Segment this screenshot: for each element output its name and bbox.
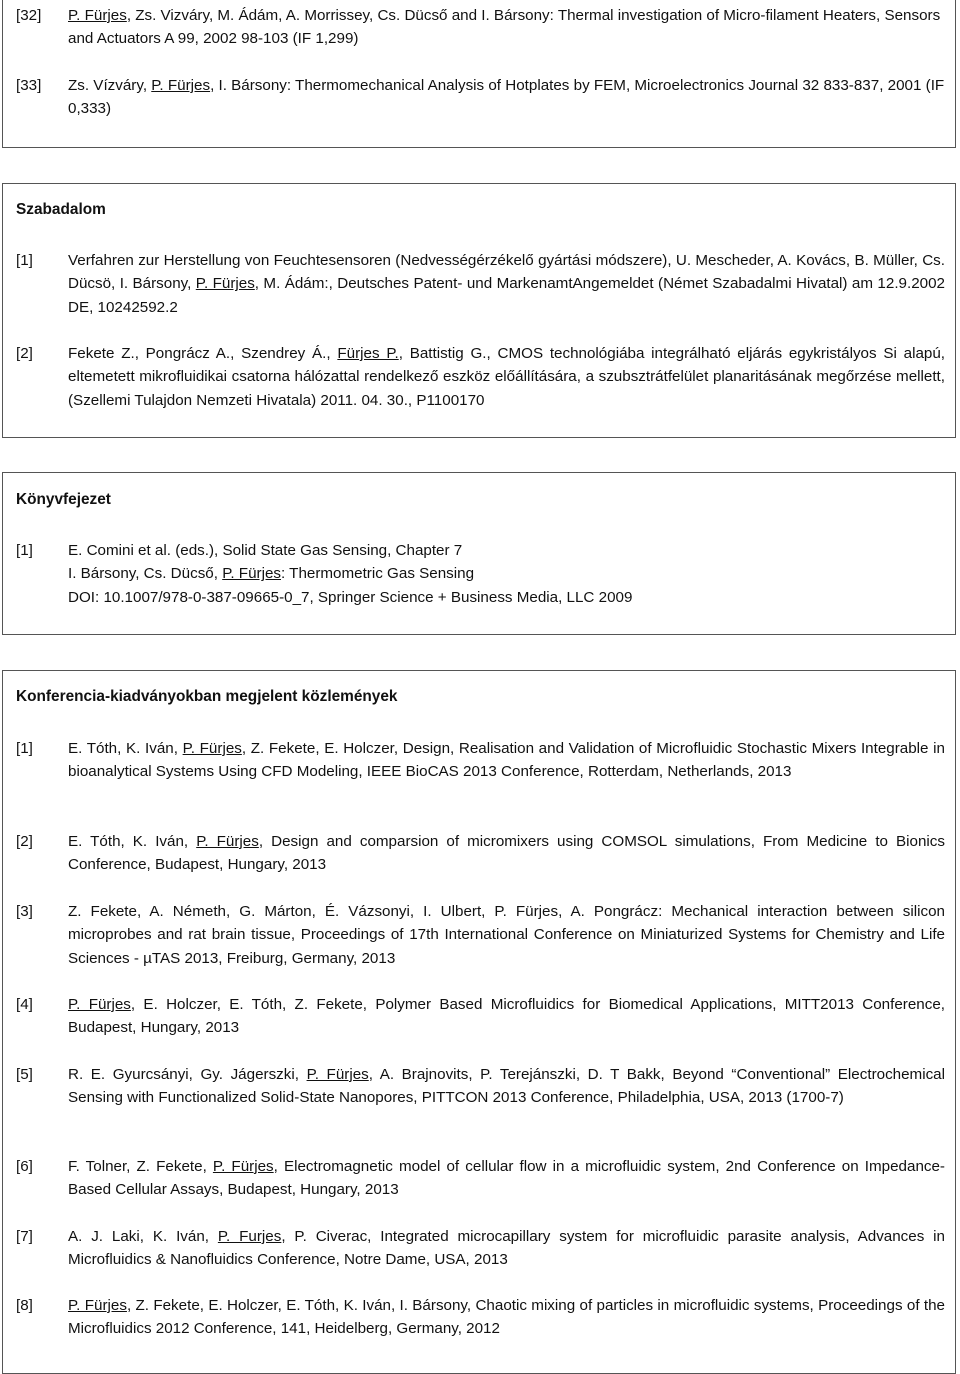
- author-highlight: P. Furjes: [217, 1228, 282, 1245]
- entry-text-part: , M. Ádám:, Deutsches Patent- und MarkenamtAngemeldet (Német Szabadalmi Hivatal) am 12.9.2002 DE, 10242592.2: [68, 275, 945, 316]
- entry-text: [68, 342, 945, 412]
- entry-text-part: , Z. Fekete, E. Holczer, E. Tóth, K. Iván, I. Bársony, Chaotic mixing of particles in microfluidic systems, Proceedings of the Microfluidics 2012 Conference, 141, Heidelberg, Germany, 2012: [68, 1297, 945, 1338]
- entry-text-part: : Thermometric Gas Sensing: [281, 565, 475, 583]
- entry-text: [68, 1155, 945, 1202]
- entry-text-part: E. Tóth, K. Iván,: [68, 833, 197, 850]
- entry-text-part: Verfahren zur Herstellung von Feuchtesensoren (Nedvességérzékelő gyártási módszere), U. Mescheder, A. Kovács, B. Müller, Cs. Dücsö, I. Bársony,: [68, 252, 945, 293]
- entry-text-part: I. Bársony, Cs. Dücső,: [68, 565, 223, 583]
- entry-number: [7]: [16, 1228, 33, 1245]
- entry-number: [33]: [16, 77, 42, 94]
- conference-entry: [16, 1155, 945, 1202]
- conference-entry: [16, 1294, 945, 1341]
- book-chapter-entry: [16, 539, 945, 609]
- conference-entry: [16, 1225, 945, 1272]
- author-highlight: P. Fürjes: [68, 996, 131, 1013]
- entry-text-part: , A. Brajnovits, P. Terejánszki, D. T Bakk, Beyond “Conventional” Electrochemical Sensing with Functionalized Solid-State Nanopores, PITTCON 2013 Conference, Philadelphia, USA, 2013 (1700-7): [68, 1066, 945, 1107]
- entry-text: [68, 1225, 945, 1272]
- section-title: Konferencia-kiadványokban megjelent közlemények: [16, 688, 398, 705]
- entry-text-part: A. J. Laki, K. Iván,: [68, 1228, 218, 1245]
- entry-text-part: Fekete Z., Pongrácz A., Szendrey Á.,: [68, 345, 338, 362]
- conference-entry: [16, 900, 945, 970]
- entry-number: [1]: [16, 252, 33, 269]
- entry-line: DOI: 10.1007/978-0-387-09665-0_7, Springer Science + Business Media, LLC 2009: [68, 588, 633, 606]
- conference-box: [2, 670, 956, 1374]
- entry-number: [1]: [16, 740, 33, 757]
- section-title: Szabadalom: [16, 201, 106, 218]
- entry-text-part: E. Tóth, K. Iván,: [68, 740, 183, 757]
- patent-entry: [16, 342, 945, 412]
- author-highlight: Fürjes P.: [337, 345, 399, 362]
- entry-number: [2]: [16, 345, 33, 362]
- author-highlight: P. Fürjes: [68, 1297, 127, 1314]
- entry-text-part: , Z. Fekete, E. Holczer, Design, Realisation and Validation of Microfluidic Stochastic Mixers Integrable in bioanalytical Systems Using CFD Modeling, IEEE BioCAS 2013 Conference, Rotterdam, Netherlands, 2013: [68, 740, 945, 781]
- entry-text-part: , Electromagnetic model of cellular flow in a microfluidic system, 2nd Conference on Impedance-Based Cellular Assays, Budapest, Hungary, 2013: [68, 1158, 945, 1199]
- entry-text: [68, 1294, 945, 1341]
- entry-text: [68, 993, 945, 1040]
- author-highlight: P. Fürjes: [151, 77, 211, 94]
- publication-entry: [16, 74, 945, 121]
- author-highlight: P. Fürjes: [182, 740, 242, 757]
- author-highlight: P. Fürjes: [306, 1066, 369, 1083]
- book-chapters-box: [2, 472, 956, 635]
- entry-text: [68, 539, 945, 609]
- entry-text: [68, 74, 945, 121]
- entry-text-part: , P. Civerac, Integrated microcapillary system for microfluidic parasite analysis, Advances in Microfluidics & Nanofluidics Conference, Notre Dame, USA, 2013: [68, 1228, 946, 1269]
- entry-text: [68, 900, 945, 970]
- patent-entry: [16, 249, 945, 319]
- conference-entry: [16, 737, 945, 784]
- entry-number: [8]: [16, 1297, 33, 1314]
- entry-number: [4]: [16, 996, 33, 1013]
- entry-number: [3]: [16, 903, 33, 920]
- entry-number: [2]: [16, 833, 33, 850]
- entry-number: [1]: [16, 542, 33, 559]
- section-title: Könyvfejezet: [16, 491, 111, 508]
- entry-text-part: , E. Holczer, E. Tóth, Z. Fekete, Polymer Based Microfluidics for Biomedical Applications, MITT2013 Conference, Budapest, Hungary, 2013: [68, 996, 946, 1037]
- entry-text-part: Zs. Vízváry,: [68, 77, 152, 94]
- entry-text: [68, 4, 945, 51]
- conference-entry: [16, 830, 945, 877]
- conference-entry: [16, 993, 945, 1040]
- patents-box: [2, 183, 956, 438]
- entry-line: E. Comini et al. (eds.), Solid State Gas Sensing, Chapter 7: [68, 542, 463, 559]
- conference-entry: [16, 1063, 945, 1110]
- author-highlight: P. Fürjes: [212, 1158, 274, 1175]
- author-highlight: P. Fürjes: [222, 565, 281, 583]
- author-highlight: P. Fürjes: [195, 275, 255, 293]
- entry-text-part: , Zs. Vizváry, M. Ádám, A. Morrissey, Cs. Dücső and I. Bársony: Thermal investigation of Micro-filament Heaters, Sensors and Actuators A 99, 2002 98-103 (IF 1,299): [68, 7, 941, 48]
- entry-line: [68, 562, 945, 585]
- entry-text: [68, 1063, 945, 1110]
- entry-number: [5]: [16, 1066, 33, 1083]
- entry-text: [68, 249, 945, 319]
- entry-text-part: , I. Bársony: Thermomechanical Analysis of Hotplates by FEM, Microelectronics Journal 32 833-837, 2001 (IF 0,333): [68, 77, 945, 118]
- entry-text: [68, 737, 945, 784]
- entry-number: [6]: [16, 1158, 33, 1175]
- entry-text-part: F. Tolner, Z. Fekete,: [68, 1158, 213, 1175]
- author-highlight: P. Fürjes: [196, 833, 259, 850]
- entry-text-part: Z. Fekete, A. Németh, G. Márton, É. Vázsonyi, I. Ulbert, P. Fürjes, A. Pongrácz: Mechanical interaction between silicon microprobes and rat brain tissue, Proceedings of 17th International Conference on Miniaturized Systems for Chemistry and Life Sciences - µTAS 2013, Freiburg, Germany, 2013: [68, 903, 945, 967]
- publications-box: [2, 0, 956, 148]
- publication-entry: [16, 4, 945, 51]
- entry-number: [32]: [16, 7, 42, 24]
- entry-text: [68, 830, 945, 877]
- entry-text-part: R. E. Gyurcsányi, Gy. Jágerszki,: [68, 1066, 307, 1083]
- entry-text-part: , Design and comparsion of micromixers using COMSOL simulations, From Medicine to Bionics Conference, Budapest, Hungary, 2013: [68, 833, 945, 874]
- author-highlight: P. Fürjes: [68, 7, 127, 24]
- entry-text-part: , Battistig G., CMOS technológiába integrálható eljárás egykristályos Si alapú, eltemetett mikrofluidikai csatorna hálózattal rendelkező eszköz előállítására, a szubsztrátfelület planaritásának megőrzése mellett, (Szellemi Tulajdon Nemzeti Hivatala) 2011. 04. 30., P1100170: [68, 345, 946, 409]
